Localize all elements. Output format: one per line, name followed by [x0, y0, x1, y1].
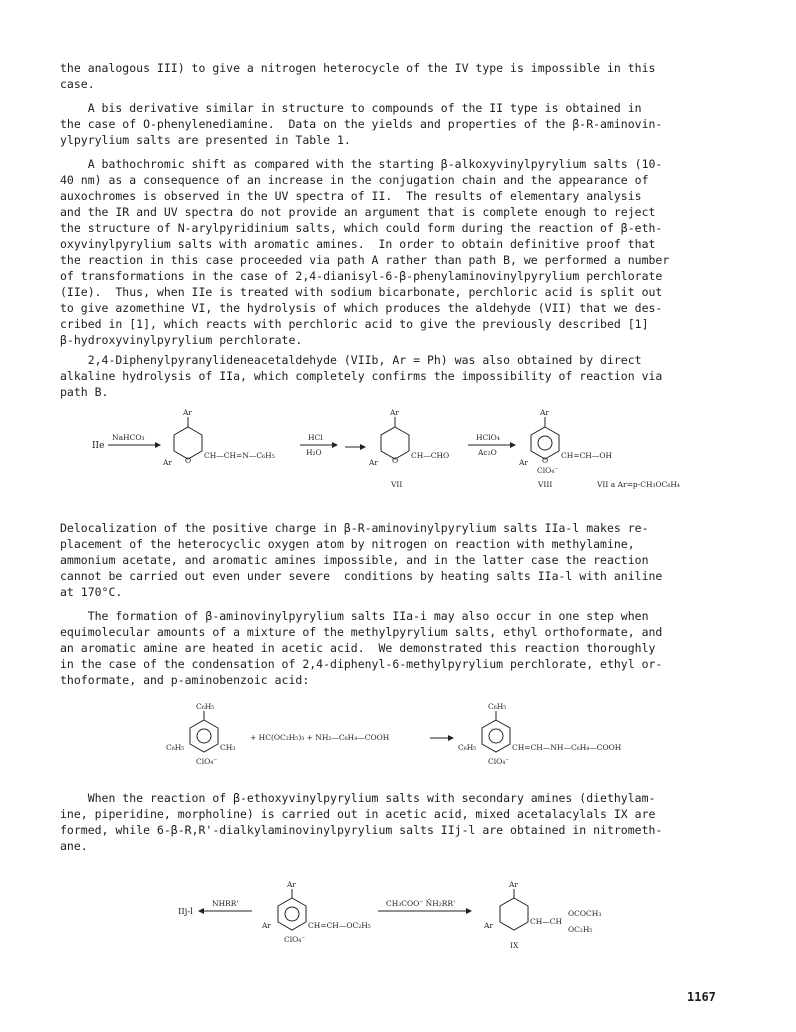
text-line: ane.	[60, 839, 88, 853]
text-line: When the reaction of β-ethoxyvinylpyrylium salts with secondary amines (diethylam-	[60, 791, 656, 805]
text-line: cannot be carried out even under severe conditions by heating salts IIa-l with aniline	[60, 569, 663, 583]
text-line: auxochromes is observed in the UV spectra of II. The results of elementary analysis	[60, 189, 642, 203]
arrowhead	[466, 908, 472, 914]
scheme1-reagent1: NaHCO₃	[112, 433, 145, 442]
scheme1-chain1: CH—CH=N—C₆H₅	[204, 451, 275, 460]
text-line: formed, while 6-β-R,R'-dialkylaminovinylpyrylium salts IIj-l are obtained in nitrometh-	[60, 823, 663, 837]
reaction-scheme-3	[0, 880, 796, 970]
pyran-ring	[500, 898, 528, 930]
oxygen-label: O	[185, 456, 192, 465]
scheme3-chain1: CH=CH—OC₂H₅	[308, 921, 371, 930]
text-line: (IIe). Thus, when IIe is treated with sodium bicarbonate, perchloric acid is split out	[60, 285, 663, 299]
ar-label: Ar	[163, 458, 173, 467]
scheme1-reagent2-top: HCl	[308, 433, 323, 442]
scheme1-footnote: VII a Ar=p-CH₃OC₆H₄	[597, 480, 680, 489]
text-line: cribed in [1], which reacts with perchloric acid to give the previously described [1]	[60, 317, 649, 331]
text-line: ine, piperidine, morpholine) is carried out in acetic acid, mixed acetalacylals IX are	[60, 807, 656, 821]
reaction-scheme-2	[0, 700, 796, 780]
aromatic-circle	[285, 907, 299, 921]
paragraph-7	[60, 790, 740, 854]
phenyl-label: C₆H₅	[196, 702, 215, 711]
aromatic-circle	[538, 436, 552, 450]
text-line: 40 nm) as a consequence of an increase in the conjugation chain and the appearance of	[60, 173, 649, 187]
phenyl-label: C₆H₅	[488, 702, 507, 711]
text-line: and the IR and UV spectra do not provide an argument that is complete enough to reject	[60, 205, 656, 219]
paragraph-3	[60, 156, 740, 348]
text-line: 2,4-Diphenylpyranylideneacetaldehyde (VIIb, Ar = Ph) was also obtained by direct	[60, 353, 642, 367]
ar-label: Ar	[519, 458, 529, 467]
scheme2-product-chain: CH=CH—NH—C₆H₄—COOH	[512, 743, 622, 752]
text-line: the analogous III) to give a nitrogen heterocycle of the IV type is impossible in this	[60, 61, 656, 75]
text-line: to give azomethine VI, the hydrolysis of which produces the aldehyde (VII) that we des-	[60, 301, 663, 315]
text-line: the reaction in this case proceeded via path A rather than path B, we performed a number	[60, 253, 670, 267]
scheme3-label-ix: IX	[510, 941, 519, 950]
scheme1-reagent3-top: HClO₄	[476, 433, 500, 442]
paragraph-6	[60, 608, 740, 688]
acetoxy-label: OCOCH₃	[568, 909, 602, 918]
scheme3-start-label: IIj-l	[178, 907, 193, 917]
text-line: thoformate, and p-aminobenzoic acid:	[60, 673, 310, 687]
ar-label: Ar	[540, 408, 550, 417]
scheme1-chain2: CH—CHO	[411, 451, 450, 460]
paragraph-5	[60, 520, 740, 600]
text-line: placement of the heterocyclic oxygen atom by nitrogen on reaction with methylamine,	[60, 537, 635, 551]
arrowhead	[448, 735, 454, 741]
scheme3-reagent2: CH₃COO⁻ N̄H₂RR'	[386, 899, 456, 908]
perchlorate-label: ClO₄⁻	[284, 935, 306, 944]
perchlorate-label: ClO₄⁻	[537, 466, 559, 475]
text-line: case.	[60, 77, 95, 91]
text-line: at 170°C.	[60, 585, 123, 599]
ar-label: Ar	[390, 408, 400, 417]
oxygen-label: O	[542, 456, 549, 465]
paragraph-4	[60, 352, 740, 400]
ar-label: Ar	[262, 921, 272, 930]
scheme1-reagent3-bottom: Ac₂O	[478, 448, 497, 457]
ar-label: Ar	[287, 880, 297, 889]
scheme2-reagents: + HC(OC₂H₅)₃ + NH₂—C₆H₄—COOH	[250, 733, 390, 742]
phenyl-label: C₆H₅	[458, 743, 477, 752]
arrowhead	[510, 442, 516, 448]
perchlorate-label: ClO₄⁻	[488, 757, 510, 766]
text-line: the structure of N-arylpyridinium salts, which could form during the reaction of β-eth-	[60, 221, 663, 235]
text-line: ammonium acetate, and aromatic amines impossible, and in the latter case the reaction	[60, 553, 649, 567]
scheme1-reagent2-bottom: H₂O	[306, 448, 322, 457]
ethoxy-label: OC₂H₅	[568, 925, 593, 934]
arrowhead	[332, 442, 338, 448]
oxygen-label: O	[392, 456, 399, 465]
arrowhead	[198, 908, 204, 914]
reaction-scheme-1	[0, 405, 796, 505]
text-line: path B.	[60, 385, 109, 399]
text-line: in the case of the condensation of 2,4-diphenyl-6-methylpyrylium perchlorate, ethyl or-	[60, 657, 663, 671]
text-line: oxyvinylpyrylium salts with aromatic amines. In order to obtain definitive proof that	[60, 237, 656, 251]
text-line: the case of O-phenylenediamine. Data on the yields and properties of the β-R-aminovin-	[60, 117, 663, 131]
text-line: an aromatic amine are heated in acetic acid. We demonstrated this reaction thoroughly	[60, 641, 656, 655]
text-line: The formation of β-aminovinylpyrylium salts IIa-i may also occur in one step when	[60, 609, 649, 623]
page-number: 1167	[687, 990, 716, 1004]
paragraph-2	[60, 100, 740, 148]
arrowhead	[155, 442, 161, 448]
pyrylium-ring	[278, 898, 306, 930]
text-line: equimolecular amounts of a mixture of the methylpyrylium salts, ethyl orthoformate, and	[60, 625, 663, 639]
pyrylium-ring	[190, 720, 218, 752]
text-line: ylpyrylium salts are presented in Table 1.	[60, 133, 351, 147]
ar-label: Ar	[484, 921, 494, 930]
scheme3-reagent1: NHRR'	[212, 899, 239, 908]
scheme1-start-label: IIe	[92, 441, 105, 451]
text-line: β-hydroxyvinylpyrylium perchlorate.	[60, 333, 303, 347]
text-line: A bis derivative similar in structure to compounds of the II type is obtained in	[60, 101, 642, 115]
text-line: alkaline hydrolysis of IIa, which completely confirms the impossibility of reaction via	[60, 369, 663, 383]
pyrylium-ring	[531, 427, 559, 459]
pyrylium-ring	[482, 720, 510, 752]
aromatic-circle	[489, 729, 503, 743]
ar-label: Ar	[509, 880, 519, 889]
pyran-ring	[174, 427, 202, 459]
phenyl-label: C₆H₅	[166, 743, 185, 752]
ar-label: Ar	[183, 408, 193, 417]
scheme3-chain2: CH—CH	[530, 917, 563, 926]
methyl-label: CH₃	[220, 743, 236, 752]
text-line: of transformations in the case of 2,4-dianisyl-6-β-phenylaminovinylpyrylium perchlorate	[60, 269, 663, 283]
pyran-ring	[381, 427, 409, 459]
scheme1-chain3: CH=CH—OH	[561, 451, 613, 460]
text-line: Delocalization of the positive charge in β-R-aminovinylpyrylium salts IIa-l makes re-	[60, 521, 649, 535]
paragraph-1	[60, 60, 740, 92]
scheme1-label-viii: VIII	[538, 480, 553, 489]
scheme1-label-vii: VII	[391, 480, 403, 489]
arrowhead	[360, 444, 366, 450]
perchlorate-label: ClO₄⁻	[196, 757, 218, 766]
aromatic-circle	[197, 729, 211, 743]
ar-label: Ar	[369, 458, 379, 467]
text-line: A bathochromic shift as compared with the starting β-alkoxyvinylpyrylium salts (10-	[60, 157, 663, 171]
